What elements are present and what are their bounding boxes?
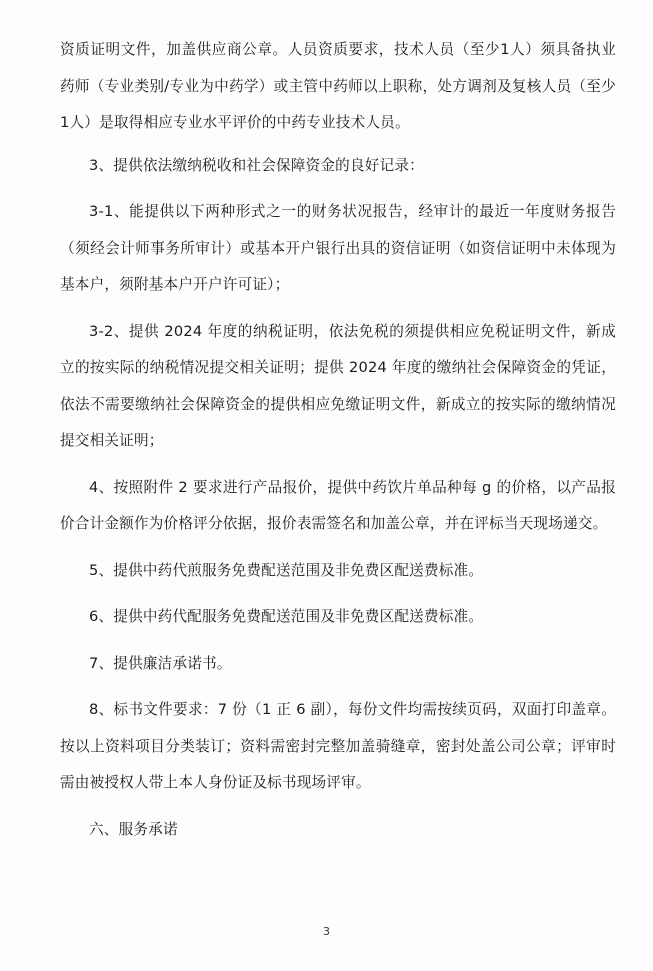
paragraph-item-3-2: 3-2、提供 2024 年度的纳税证明，依法免税的须提供相应免税证明文件，新成立的按实际的纳税情况提交相关证明；提供 2024 年度的缴纳社会保障资金的凭证，依法不需要缴纳社会保障资金的提供相应免缴证明文件，新成立的按实际的缴纳情况提交相关证明； xyxy=(60,322,616,449)
document-body xyxy=(60,32,616,858)
paragraph-item-8: 8、标书文件要求：7 份（1 正 6 副），每份文件均需按续页码，双面打印盖章。按以上资料项目分类装订；资料需密封完整加盖骑缝章，密封处盖公司公章；评审时需由被授权人带上本人身份证及标书现场评审。 xyxy=(60,701,616,791)
paragraph-item-5: 5、提供中药代煎服务免费配送范围及非免费区配送费标准。 xyxy=(89,561,484,579)
paragraph-item-4: 4、按照附件 2 要求进行产品报价，提供中药饮片单品种每 g 的价格，以产品报价合计金额作为价格评分依据，报价表需签名和加盖公章，并在评标当天现场递交。 xyxy=(60,478,616,532)
section-heading-service-commitment: 六、服务承诺 xyxy=(89,820,178,838)
paragraph-item-3: 3、提供依法缴纳税收和社会保障资金的良好记录： xyxy=(89,156,424,174)
paragraph-item-6: 6、提供中药代配服务免费配送范围及非免费区配送费标准。 xyxy=(89,608,484,625)
paragraph-item-3-1: 3-1、能提供以下两种形式之一的财务状况报告，经审计的最近一年度财务报告（须经会计师事务所审计）或基本开户银行出具的资信证明（如资信证明中未体现为基本户，须附基本户开户许可证）； xyxy=(60,203,616,293)
paragraph-qualification-continued: 资质证明文件，加盖供应商公章。人员资质要求，技术人员（至少1人）须具备执业药师（专业类别/专业为中药学）或主管中药师以上职称，处方调剂及复核人员（至少1人）是取得相应专业水平评价的中药专业技术人员。 xyxy=(60,41,616,131)
page-number: 3 xyxy=(323,925,330,938)
paragraph-item-7: 7、提供廉洁承诺书。 xyxy=(89,654,232,672)
